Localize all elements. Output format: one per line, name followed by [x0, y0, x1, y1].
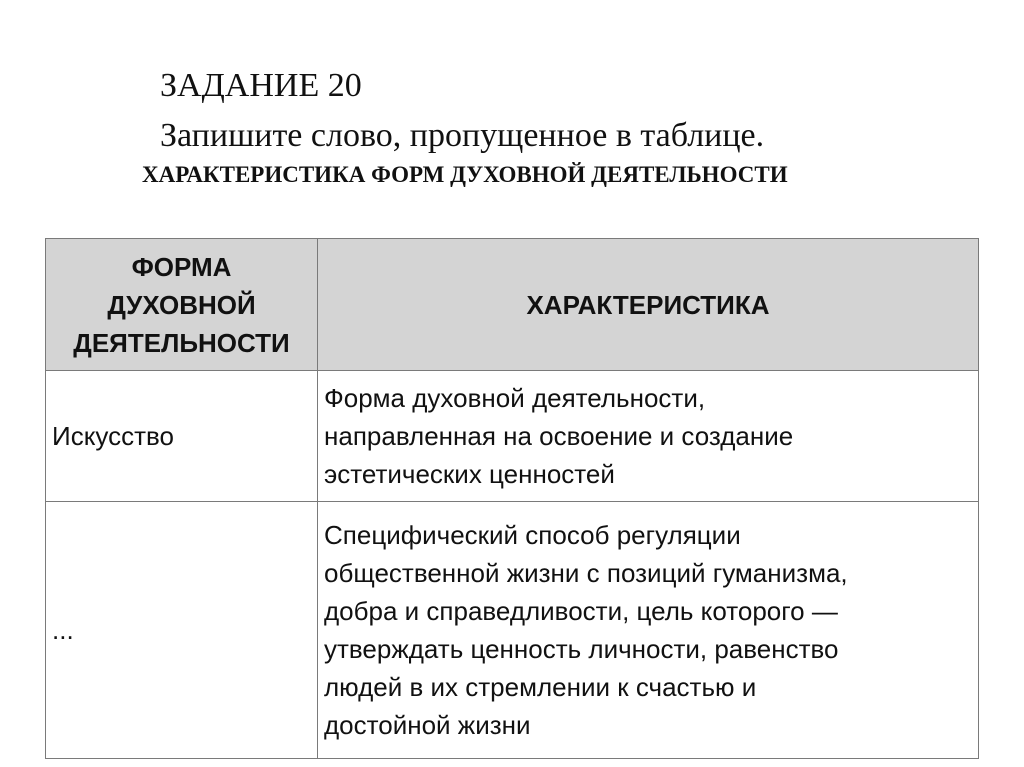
table-row [46, 371, 979, 502]
characteristic-cell-art: Форма духовной деятельности, направленная на освоение и создание эстетических ценностей [318, 371, 979, 502]
task-title: ЗАДАНИЕ 20 [160, 67, 362, 104]
characteristic-cell-missing: Специфический способ регуляции общественной жизни с позиций гуманизма, добра и справедливости, цель которого — утверждать ценность личности, равенство людей в их стремлении к счастью и достойной жизни [318, 502, 979, 759]
header-form: ФОРМА ДУХОВНОЙ ДЕЯТЕЛЬНОСТИ [46, 239, 318, 371]
table-row [46, 502, 979, 759]
table-caption: ХАРАКТЕРИСТИКА ФОРМ ДУХОВНОЙ ДЕЯТЕЛЬНОСТИ [142, 162, 788, 187]
form-cell-art: Искусство [46, 371, 318, 502]
header-characteristic: ХАРАКТЕРИСТИКА [318, 239, 979, 371]
table-header-row [46, 239, 979, 371]
form-cell-missing: ... [46, 502, 318, 759]
task-instruction: Запишите слово, пропущенное в таблице. [160, 117, 765, 154]
spiritual-activity-table [45, 238, 979, 759]
